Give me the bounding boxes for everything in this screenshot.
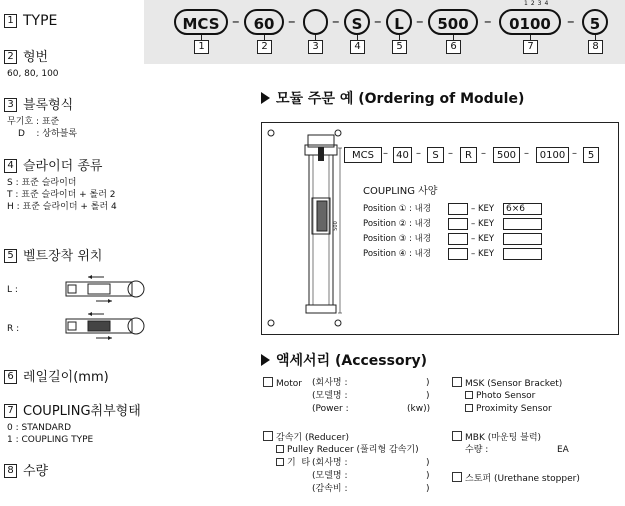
code-dash: – xyxy=(288,12,296,30)
coupling-section xyxy=(4,400,141,446)
key-field[interactable]: 6×6 xyxy=(503,203,542,215)
triangle-bullet-icon xyxy=(261,92,270,104)
reducer-option[interactable] xyxy=(263,431,349,445)
belt-left-label: L : xyxy=(7,285,18,295)
example-code-dash: – xyxy=(481,148,486,159)
mbk-option[interactable] xyxy=(452,431,541,445)
digit-marker: 2 xyxy=(530,0,538,7)
key-label: – KEY xyxy=(471,219,495,229)
accessory-heading xyxy=(261,350,427,370)
digit-markers xyxy=(524,0,551,7)
motor-option[interactable] xyxy=(263,377,302,391)
field-close: ) xyxy=(426,471,430,481)
order-code-bar xyxy=(144,0,625,64)
section-title: 블록형식 xyxy=(23,98,74,113)
pulley-reducer-label: Pulley Reducer (풀리형 감속기) xyxy=(287,445,419,455)
reducer-model-field: (모델명 : xyxy=(312,471,348,481)
triangle-bullet-icon xyxy=(261,354,270,366)
other-reducer-label: 기 타 xyxy=(287,458,311,468)
key-label: – KEY xyxy=(471,234,495,244)
key-label: – KEY xyxy=(471,204,495,214)
photo-sensor-label: Photo Sensor xyxy=(476,391,536,401)
coupling-option: 0 : STANDARD xyxy=(7,423,71,433)
position-label: Position ④ : 내경 xyxy=(363,249,432,259)
checkbox-icon[interactable] xyxy=(465,404,473,412)
motor-power-unit: (kw)) xyxy=(407,404,431,414)
code-dash: – xyxy=(332,12,340,30)
reducer-ratio-field: (감속비 : xyxy=(312,484,348,494)
code-index: 6 xyxy=(446,40,461,54)
checkbox-icon[interactable] xyxy=(452,377,462,387)
code-index: 1 xyxy=(194,40,209,54)
slider-option: S : 표준 슬라이더 xyxy=(7,178,77,188)
inner-diameter-field[interactable] xyxy=(448,233,468,245)
checkbox-icon[interactable] xyxy=(263,377,273,387)
code-dash: – xyxy=(567,12,575,30)
section-number: 3 xyxy=(4,98,17,112)
coupling-option: 1 : COUPLING TYPE xyxy=(7,435,94,445)
mbk-label: MBK (마운팅 블럭) xyxy=(465,433,542,443)
position-label: Position ③ : 내경 xyxy=(363,234,432,244)
accessory-heading-text: 액세서리 (Accessory) xyxy=(276,353,428,369)
code-chip-belt: L xyxy=(386,9,412,35)
field-close: ) xyxy=(426,391,430,401)
section-number: 1 xyxy=(4,14,17,28)
msk-option[interactable] xyxy=(452,377,562,391)
checkbox-icon[interactable] xyxy=(276,445,284,453)
motor-company-field: (회사명 : xyxy=(312,378,348,388)
digit-marker: 4 xyxy=(544,0,552,7)
code-chip-type: MCS xyxy=(174,9,228,35)
code-dash: – xyxy=(374,12,382,30)
other-reducer-option[interactable] xyxy=(276,457,310,470)
code-dash: – xyxy=(484,12,492,30)
example-code-box: S xyxy=(427,147,444,163)
example-code-dash: – xyxy=(448,148,453,159)
section-title: 형번 xyxy=(23,50,49,65)
field-close: ) xyxy=(426,458,430,468)
example-code-box: R xyxy=(460,147,477,163)
coupling-spec-title: COUPLING 사양 xyxy=(363,186,438,197)
qty-section xyxy=(4,460,48,479)
code-chip-slider: S xyxy=(344,9,370,35)
digit-marker: 1 xyxy=(524,0,531,7)
example-code-dash: – xyxy=(572,148,577,159)
checkbox-icon[interactable] xyxy=(452,472,462,482)
section-number: 7 xyxy=(4,404,17,418)
slider-option: H : 표준 슬라이더 + 롤러 4 xyxy=(7,202,117,212)
example-code-box: 0100 xyxy=(536,147,569,163)
section-title: 레일길이(mm) xyxy=(23,370,109,385)
example-code-dash: – xyxy=(383,148,388,159)
motor-power-field: (Power : xyxy=(312,404,349,414)
block-section xyxy=(4,94,77,140)
reducer-label: 감속기 (Reducer) xyxy=(276,433,349,443)
ordering-example-box xyxy=(261,122,619,335)
code-chip-rail: 500 xyxy=(428,9,478,35)
section-number: 8 xyxy=(4,464,17,478)
code-chip-coupling: 0100 xyxy=(499,9,561,35)
code-dash: – xyxy=(416,12,424,30)
code-index: 5 xyxy=(392,40,407,54)
photo-sensor-option[interactable] xyxy=(465,390,535,403)
motor-model-field: (모델명 : xyxy=(312,391,348,401)
code-chip-model: 60 xyxy=(244,9,284,35)
section-number: 5 xyxy=(4,249,17,263)
model-options: 60, 80, 100 xyxy=(7,69,59,79)
slider-section xyxy=(4,155,117,213)
proximity-sensor-option[interactable] xyxy=(465,403,552,416)
section-title: 슬라이더 종류 xyxy=(23,159,103,174)
code-chip-qty: 5 xyxy=(582,9,608,35)
section-number: 4 xyxy=(4,159,17,173)
example-code-dash: – xyxy=(416,148,421,159)
belt-right-label: R : xyxy=(7,324,20,334)
block-option: 무기호 : 표준 xyxy=(7,117,60,127)
pulley-reducer-option[interactable] xyxy=(276,444,419,457)
type-section xyxy=(4,10,57,29)
key-field[interactable] xyxy=(503,218,542,230)
example-code-dash: – xyxy=(524,148,529,159)
key-label: – KEY xyxy=(471,249,495,259)
section-title: TYPE xyxy=(23,13,58,29)
ordering-heading-text: 모듈 주문 예 (Ordering of Module) xyxy=(276,91,525,107)
stopper-label: 스토퍼 (Urethane stopper) xyxy=(465,474,580,484)
reducer-company-field: (회사명 : xyxy=(312,458,348,468)
inner-diameter-field[interactable] xyxy=(448,203,468,215)
motor-label: Motor xyxy=(276,379,303,389)
section-number: 2 xyxy=(4,50,17,64)
stopper-option[interactable] xyxy=(452,472,580,486)
ordering-heading xyxy=(261,88,524,108)
rail-section xyxy=(4,366,109,385)
slider-option: T : 표준 슬라이더 + 롤러 2 xyxy=(7,190,116,200)
section-number: 6 xyxy=(4,370,17,384)
inner-diameter-field[interactable] xyxy=(448,248,468,260)
code-index: 2 xyxy=(257,40,272,54)
field-close: ) xyxy=(426,484,430,494)
block-option: D : 상하블록 xyxy=(18,129,78,139)
mbk-qty-label: 수량 : xyxy=(465,445,489,455)
mbk-qty-unit: EA xyxy=(557,445,569,455)
code-index: 3 xyxy=(308,40,323,54)
dimension-label: 500 xyxy=(332,221,339,231)
checkbox-icon[interactable] xyxy=(276,458,284,466)
key-field[interactable] xyxy=(503,233,542,245)
key-field[interactable] xyxy=(503,248,542,260)
example-code-box: 40 xyxy=(393,147,412,163)
inner-diameter-field[interactable] xyxy=(448,218,468,230)
example-code-box: MCS xyxy=(344,147,382,163)
belt-left-diagram xyxy=(52,274,150,304)
checkbox-icon[interactable] xyxy=(263,431,273,441)
checkbox-icon[interactable] xyxy=(452,431,462,441)
example-code-box: 5 xyxy=(583,147,599,163)
section-title: 벨트장착 위치 xyxy=(23,249,103,264)
field-close: ) xyxy=(426,378,430,388)
code-dash: – xyxy=(232,12,240,30)
code-index: 8 xyxy=(588,40,603,54)
digit-marker: 3 xyxy=(537,0,545,7)
section-title: COUPLING취부형태 xyxy=(23,404,141,419)
proximity-sensor-label: Proximity Sensor xyxy=(476,404,552,414)
model-section xyxy=(4,46,59,80)
section-title: 수량 xyxy=(23,464,49,479)
code-index: 7 xyxy=(523,40,538,54)
belt-section xyxy=(4,245,102,264)
code-chip-block xyxy=(303,9,328,35)
code-index: 4 xyxy=(350,40,365,54)
position-label: Position ① : 내경 xyxy=(363,204,432,214)
position-label: Position ② : 내경 xyxy=(363,219,432,229)
msk-label: MSK (Sensor Bracket) xyxy=(465,379,563,389)
example-code-box: 500 xyxy=(493,147,520,163)
checkbox-icon[interactable] xyxy=(465,391,473,399)
belt-right-diagram xyxy=(52,311,150,341)
